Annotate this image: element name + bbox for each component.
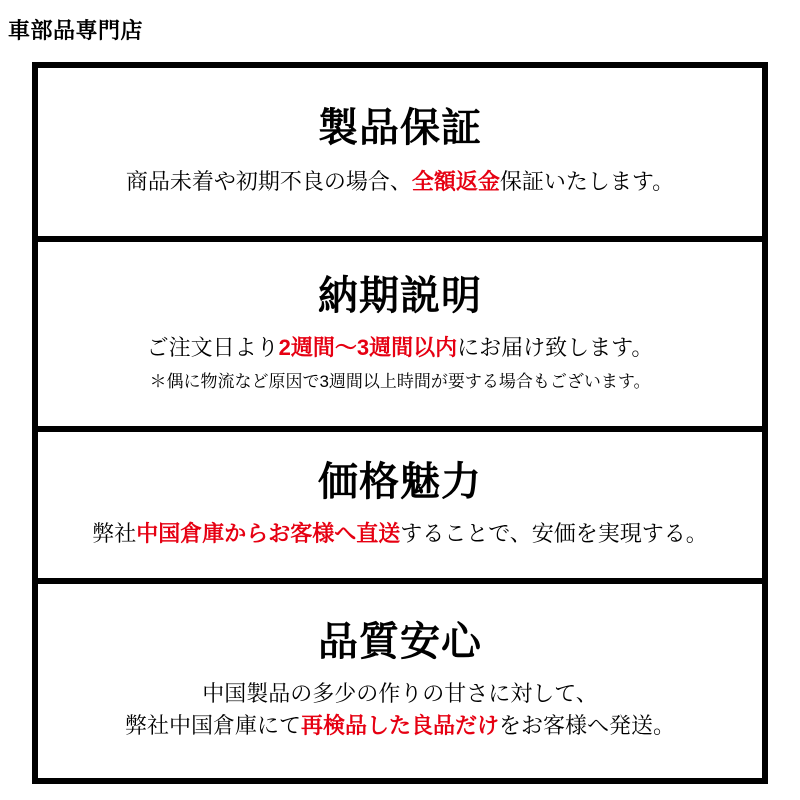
text-segment: をお客様へ発送。 — [499, 713, 676, 738]
panel-delivery-body — [133, 332, 668, 364]
panel-price-body — [78, 518, 722, 550]
panel-quality-heading: 品質安心 — [318, 620, 482, 665]
text-segment: ご注文日より — [146, 335, 279, 361]
text-segment: 中国製品の多少の作りの甘さに対して、 — [202, 681, 598, 707]
text-segment: 商品未着や初期不良の場合、 — [125, 169, 412, 195]
text-segment: にお届け致します。 — [457, 335, 654, 361]
panel-price — [32, 426, 768, 584]
shop-title: 車部品専門店 — [8, 18, 144, 43]
panel-price-heading: 価格魅力 — [318, 460, 482, 505]
text-segment: 弊社中国倉庫にて — [124, 713, 301, 738]
panel-delivery-heading: 納期説明 — [318, 274, 482, 319]
body-line — [125, 710, 675, 742]
panel-list — [32, 62, 768, 778]
panel-warranty — [32, 62, 768, 242]
panel-warranty-heading: 製品保証 — [318, 106, 482, 151]
highlight-segment: 全額返金 — [411, 169, 500, 195]
panel-quality-body — [111, 678, 689, 742]
highlight-segment: 中国倉庫からお客様へ直送 — [136, 521, 401, 547]
panel-quality — [32, 578, 768, 784]
highlight-segment: 2週間〜3週間以内 — [278, 335, 458, 361]
text-segment: 弊社 — [92, 521, 137, 547]
text-segment: 保証いたします。 — [499, 169, 675, 195]
panel-warranty-body — [112, 166, 688, 198]
text-segment: することで、安価を実現する。 — [400, 521, 708, 547]
body-line — [125, 678, 675, 710]
panel-delivery-note: ＊偶に物流など原因で3週間以上時間が要する場合もございます。 — [149, 372, 651, 392]
panel-delivery — [32, 236, 768, 432]
highlight-segment: 再検品した良品だけ — [300, 713, 499, 738]
